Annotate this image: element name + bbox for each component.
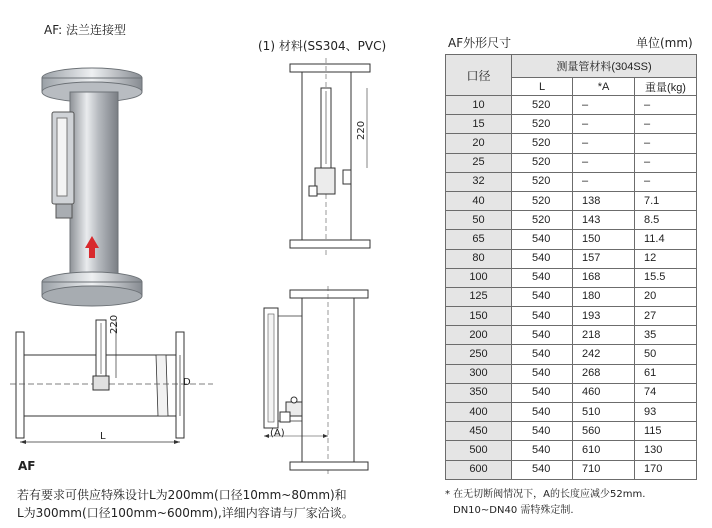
cell-l: 540 [512, 307, 573, 326]
cell-a: 168 [573, 268, 635, 287]
cell-bore: 250 [446, 345, 512, 364]
cell-l: 540 [512, 249, 573, 268]
cell-l: 540 [512, 422, 573, 441]
table-row [446, 96, 697, 115]
cell-weight: 93 [635, 403, 697, 422]
cell-l: 540 [512, 460, 573, 479]
table-row [446, 134, 697, 153]
cell-a: 157 [573, 249, 635, 268]
cell-l: 540 [512, 403, 573, 422]
table-row [446, 153, 697, 172]
cell-bore: 40 [446, 191, 512, 210]
cell-l: 520 [512, 96, 573, 115]
unit-label: 单位(mm) [636, 36, 693, 50]
vertical-drawing-front [285, 58, 385, 258]
material-group-header: 测量管材料(304SS) [512, 55, 697, 78]
cell-a: 180 [573, 287, 635, 306]
cell-bore: 15 [446, 115, 512, 134]
cell-bore: 125 [446, 287, 512, 306]
cell-bore: 300 [446, 364, 512, 383]
note-left-line1: 若有要求可供应特殊设计L为200mm(口径10mm~80mm)和 [17, 488, 347, 502]
cell-l: 540 [512, 364, 573, 383]
cell-a: 510 [573, 403, 635, 422]
cell-a: 193 [573, 307, 635, 326]
cell-weight: 27 [635, 307, 697, 326]
cell-a: 560 [573, 422, 635, 441]
cell-bore: 450 [446, 422, 512, 441]
table-row [446, 287, 697, 306]
dimensions-table-body [446, 96, 697, 480]
table-row [446, 307, 697, 326]
cell-l: 540 [512, 268, 573, 287]
cell-weight: – [635, 172, 697, 191]
af-label: AF [18, 459, 36, 473]
cell-weight: – [635, 134, 697, 153]
col-bore-header: 口径 [446, 55, 512, 96]
cell-weight: – [635, 153, 697, 172]
cell-bore: 32 [446, 172, 512, 191]
dim-220-side-label: 220 [356, 120, 367, 140]
cell-bore: 100 [446, 268, 512, 287]
table-row [446, 383, 697, 402]
cell-l: 520 [512, 153, 573, 172]
vertical-drawing-side [250, 286, 385, 476]
cell-a: 610 [573, 441, 635, 460]
note-right-line2: DN10~DN40 需特殊定制. [453, 505, 574, 516]
table-row [446, 326, 697, 345]
dim-220-bottom-label: 220 [109, 314, 120, 334]
cell-weight: 35 [635, 326, 697, 345]
table-row [446, 364, 697, 383]
col-weight-header: 重量(kg) [635, 78, 697, 96]
cell-bore: 150 [446, 307, 512, 326]
cell-a: – [573, 153, 635, 172]
cell-a: – [573, 134, 635, 153]
cell-a: 242 [573, 345, 635, 364]
flowmeter-photo [30, 60, 150, 310]
cell-bore: 65 [446, 230, 512, 249]
table-row [446, 441, 697, 460]
note-right-line1: * 在无切断阀情况下，A的长度应减少52mm. [445, 489, 646, 500]
cell-bore: 200 [446, 326, 512, 345]
cell-weight: 15.5 [635, 268, 697, 287]
cell-bore: 80 [446, 249, 512, 268]
cell-a: 150 [573, 230, 635, 249]
table-row [446, 230, 697, 249]
dim-a-label: (A) [270, 428, 285, 439]
cell-weight: 8.5 [635, 211, 697, 230]
cell-bore: 600 [446, 460, 512, 479]
cell-weight: 20 [635, 287, 697, 306]
cell-a: 138 [573, 191, 635, 210]
table-row [446, 172, 697, 191]
cell-l: 540 [512, 287, 573, 306]
cell-a: 710 [573, 460, 635, 479]
cell-l: 520 [512, 172, 573, 191]
cell-a: – [573, 115, 635, 134]
col-l-header: L [512, 78, 573, 96]
cell-bore: 500 [446, 441, 512, 460]
cell-a: 143 [573, 211, 635, 230]
cell-weight: 11.4 [635, 230, 697, 249]
cell-bore: 25 [446, 153, 512, 172]
cell-weight: 130 [635, 441, 697, 460]
cell-a: – [573, 172, 635, 191]
cell-l: 520 [512, 134, 573, 153]
cell-l: 540 [512, 383, 573, 402]
cell-weight: – [635, 96, 697, 115]
cell-bore: 400 [446, 403, 512, 422]
cell-bore: 20 [446, 134, 512, 153]
cell-weight: 12 [635, 249, 697, 268]
cell-bore: 50 [446, 211, 512, 230]
table-row [446, 249, 697, 268]
dim-d-label: D [183, 377, 191, 388]
cell-weight: 61 [635, 364, 697, 383]
cell-weight: 170 [635, 460, 697, 479]
table-row [446, 211, 697, 230]
table-row [446, 422, 697, 441]
table-row [446, 403, 697, 422]
cell-l: 540 [512, 441, 573, 460]
cell-l: 520 [512, 191, 573, 210]
cell-a: 460 [573, 383, 635, 402]
cell-a: – [573, 96, 635, 115]
dim-l-label: L [100, 431, 106, 442]
cell-weight: 74 [635, 383, 697, 402]
table-row [446, 460, 697, 479]
cell-l: 520 [512, 115, 573, 134]
cell-l: 540 [512, 345, 573, 364]
cell-weight: – [635, 115, 697, 134]
cell-bore: 350 [446, 383, 512, 402]
cell-l: 540 [512, 326, 573, 345]
dimensions-table [445, 54, 697, 480]
material-title: (1) 材料(SS304、PVC) [258, 39, 387, 53]
note-left-line2: L为300mm(口径100mm~600mm),详细内容请与厂家洽谈。 [17, 506, 354, 520]
cell-a: 218 [573, 326, 635, 345]
product-title: AF: 法兰连接型 [44, 23, 127, 37]
table-row [446, 345, 697, 364]
cell-bore: 10 [446, 96, 512, 115]
col-a-header: *A [573, 78, 635, 96]
table-row [446, 268, 697, 287]
cell-a: 268 [573, 364, 635, 383]
dims-title: AF外形尺寸 [448, 36, 512, 50]
table-row [446, 115, 697, 134]
cell-weight: 115 [635, 422, 697, 441]
table-row [446, 191, 697, 210]
cell-l: 540 [512, 230, 573, 249]
cell-weight: 50 [635, 345, 697, 364]
cell-l: 520 [512, 211, 573, 230]
cell-weight: 7.1 [635, 191, 697, 210]
